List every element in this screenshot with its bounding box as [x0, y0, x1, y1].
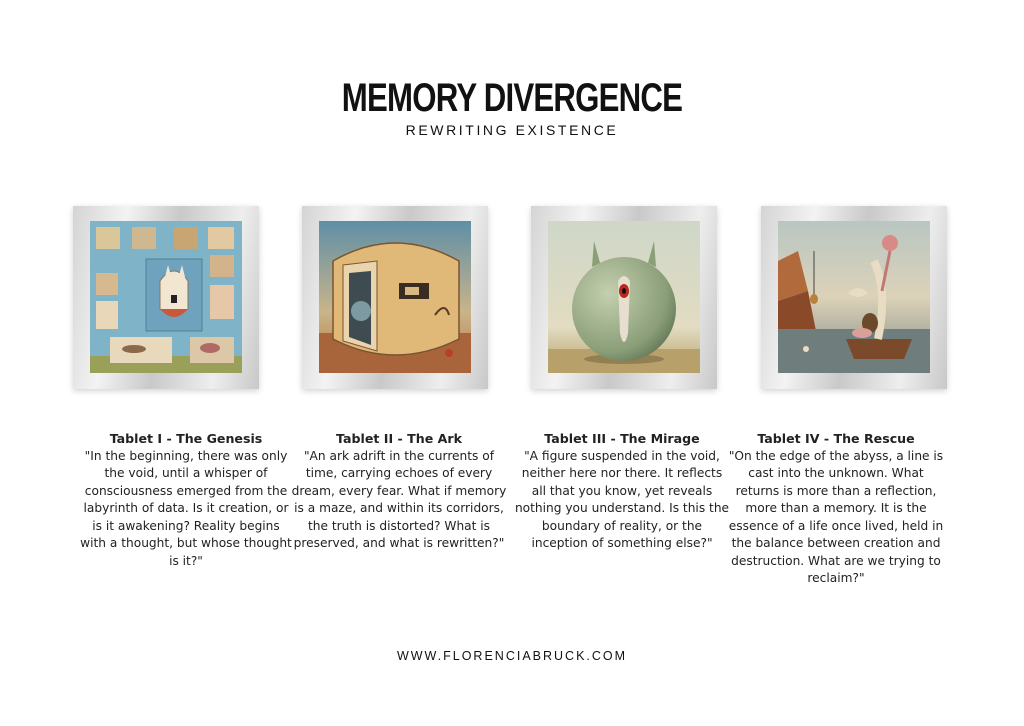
- tablet-quote: "On the edge of the abyss, a line is cast into the unknown. What returns is more than a reflection, more than a memory. It is the essence of a life once lived, held in the balance between creation and destruction. What are we trying to reclaim?": [728, 448, 944, 585]
- tablet-image-ark: [302, 206, 488, 389]
- tablet-caption-genesis: [78, 430, 294, 570]
- tablet-caption-ark: [291, 430, 507, 553]
- tablet-quote: "An ark adrift in the currents of time, carrying echoes of every dream, every fear. What if memory is a maze, and within its corridors, the truth is distorted? What is preserved, and what is rewritten?": [291, 448, 507, 550]
- mirage-artwork: [548, 221, 700, 373]
- tablet-image-rescue: [761, 206, 947, 389]
- tablet-quote: "In the beginning, there was only the void, until a whisper of consciousness emerged from the labyrinth of data. Is it creation, or is it awakening? Reality begins with a thought, but whose thought is it?": [80, 448, 292, 568]
- rescue-artwork: [778, 221, 930, 373]
- tablet-title: Tablet II - The Ark: [336, 431, 462, 446]
- tablet-image-genesis: [73, 206, 259, 389]
- genesis-artwork: [90, 221, 242, 373]
- tablet-image-mirage: [531, 206, 717, 389]
- tablet-title: Tablet III - The Mirage: [544, 431, 700, 446]
- page-title: MEMORY DIVERGENCE: [341, 76, 683, 120]
- tablet-caption-mirage: [514, 430, 730, 553]
- website-link[interactable]: WWW.FLORENCIABRUCK.COM: [396, 649, 628, 663]
- ark-artwork: [319, 221, 471, 373]
- tablet-title: Tablet I - The Genesis: [109, 431, 263, 446]
- page-subtitle: REWRITING EXISTENCE: [405, 122, 619, 138]
- tablet-title: Tablet IV - The Rescue: [757, 431, 915, 446]
- tablet-quote: "A figure suspended in the void, neither here nor there. It reflects all that you know, yet reveals nothing you understand. Is this the boundary of reality, or the inception of something else?": [514, 448, 730, 550]
- tablet-caption-rescue: [728, 430, 944, 588]
